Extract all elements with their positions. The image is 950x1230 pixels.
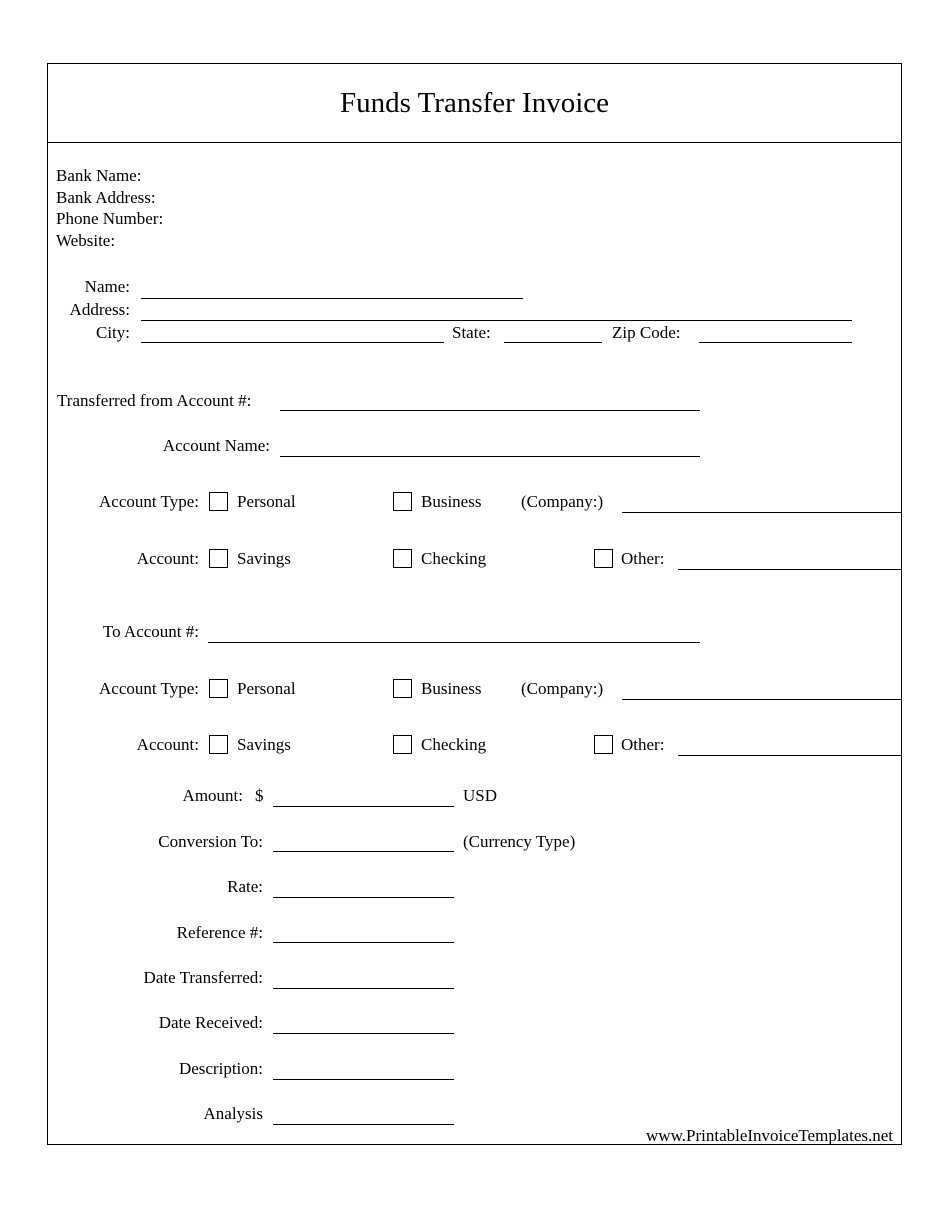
to-other-field[interactable]	[678, 755, 902, 756]
to-company-field[interactable]	[622, 699, 902, 700]
description-label: Description:	[178, 1059, 263, 1078]
state-field[interactable]	[504, 342, 602, 343]
to-business-label: Business	[421, 679, 482, 698]
from-personal-checkbox[interactable]	[209, 492, 228, 511]
description-field[interactable]	[273, 1079, 454, 1080]
from-account-number-field[interactable]	[280, 410, 700, 411]
currency-type-label: (Currency Type)	[463, 832, 576, 851]
from-account-name-label: Account Name:	[162, 436, 270, 455]
from-savings-label: Savings	[237, 549, 291, 568]
reference-label: Reference #:	[176, 923, 263, 942]
zip-code-field[interactable]	[699, 342, 852, 343]
amount-label: Amount:	[182, 786, 243, 805]
usd-label: USD	[463, 786, 498, 805]
address-label: Address:	[69, 300, 130, 319]
name-label: Name:	[84, 277, 130, 296]
analysis-label: Analysis	[203, 1104, 263, 1123]
from-personal-label: Personal	[237, 492, 296, 511]
to-account-number-label: To Account #:	[102, 622, 199, 641]
name-field[interactable]	[141, 298, 523, 299]
to-account-label: Account:	[136, 735, 199, 754]
conversion-to-field[interactable]	[273, 851, 454, 852]
from-other-field[interactable]	[678, 569, 902, 570]
amount-field[interactable]	[273, 806, 454, 807]
to-personal-label: Personal	[237, 679, 296, 698]
to-other-checkbox[interactable]	[594, 735, 613, 754]
rate-field[interactable]	[273, 897, 454, 898]
analysis-field[interactable]	[273, 1124, 454, 1125]
date-transferred-label: Date Transferred:	[143, 968, 263, 987]
to-checking-label: Checking	[421, 735, 487, 754]
to-personal-checkbox[interactable]	[209, 679, 228, 698]
from-account-number-label: Transferred from Account #:	[57, 391, 252, 410]
to-account-type-label: Account Type:	[99, 679, 199, 698]
bank-name-label: Bank Name:	[56, 166, 142, 185]
date-received-field[interactable]	[273, 1033, 454, 1034]
address-field[interactable]	[141, 320, 852, 321]
zip-code-label: Zip Code:	[612, 323, 681, 342]
from-other-label: Other:	[621, 549, 665, 568]
date-received-label: Date Received:	[158, 1013, 263, 1032]
from-company-field[interactable]	[622, 512, 902, 513]
bank-info	[56, 165, 163, 251]
from-company-label: (Company:)	[521, 492, 604, 511]
bank-address-label: Bank Address:	[56, 187, 156, 207]
to-account-number-field[interactable]	[208, 642, 700, 643]
from-checking-label: Checking	[421, 549, 487, 568]
from-account-type-label: Account Type:	[99, 492, 199, 511]
to-savings-label: Savings	[237, 735, 291, 754]
date-transferred-field[interactable]	[273, 988, 454, 989]
from-business-checkbox[interactable]	[393, 492, 412, 511]
from-savings-checkbox[interactable]	[209, 549, 228, 568]
conversion-to-label: Conversion To:	[158, 832, 263, 851]
dollar-sign: $	[255, 786, 264, 805]
to-business-checkbox[interactable]	[393, 679, 412, 698]
to-company-label: (Company:)	[521, 679, 604, 698]
invoice-form	[47, 63, 902, 1145]
from-business-label: Business	[421, 492, 482, 511]
city-label: City:	[95, 323, 130, 342]
page-title: Funds Transfer Invoice	[339, 87, 610, 119]
reference-field[interactable]	[273, 942, 454, 943]
rate-label: Rate:	[227, 877, 263, 896]
to-savings-checkbox[interactable]	[209, 735, 228, 754]
city-field[interactable]	[141, 342, 444, 343]
from-account-name-field[interactable]	[280, 456, 700, 457]
state-label: State:	[452, 323, 491, 342]
from-other-checkbox[interactable]	[594, 549, 613, 568]
footer-website-link[interactable]: www.PrintableInvoiceTemplates.net	[646, 1126, 893, 1145]
from-checking-checkbox[interactable]	[393, 549, 412, 568]
to-checking-checkbox[interactable]	[393, 735, 412, 754]
title-bar	[48, 64, 901, 143]
to-other-label: Other:	[621, 735, 665, 754]
phone-number-label: Phone Number:	[56, 209, 164, 228]
from-account-label: Account:	[136, 549, 199, 568]
website-label: Website:	[56, 230, 116, 250]
